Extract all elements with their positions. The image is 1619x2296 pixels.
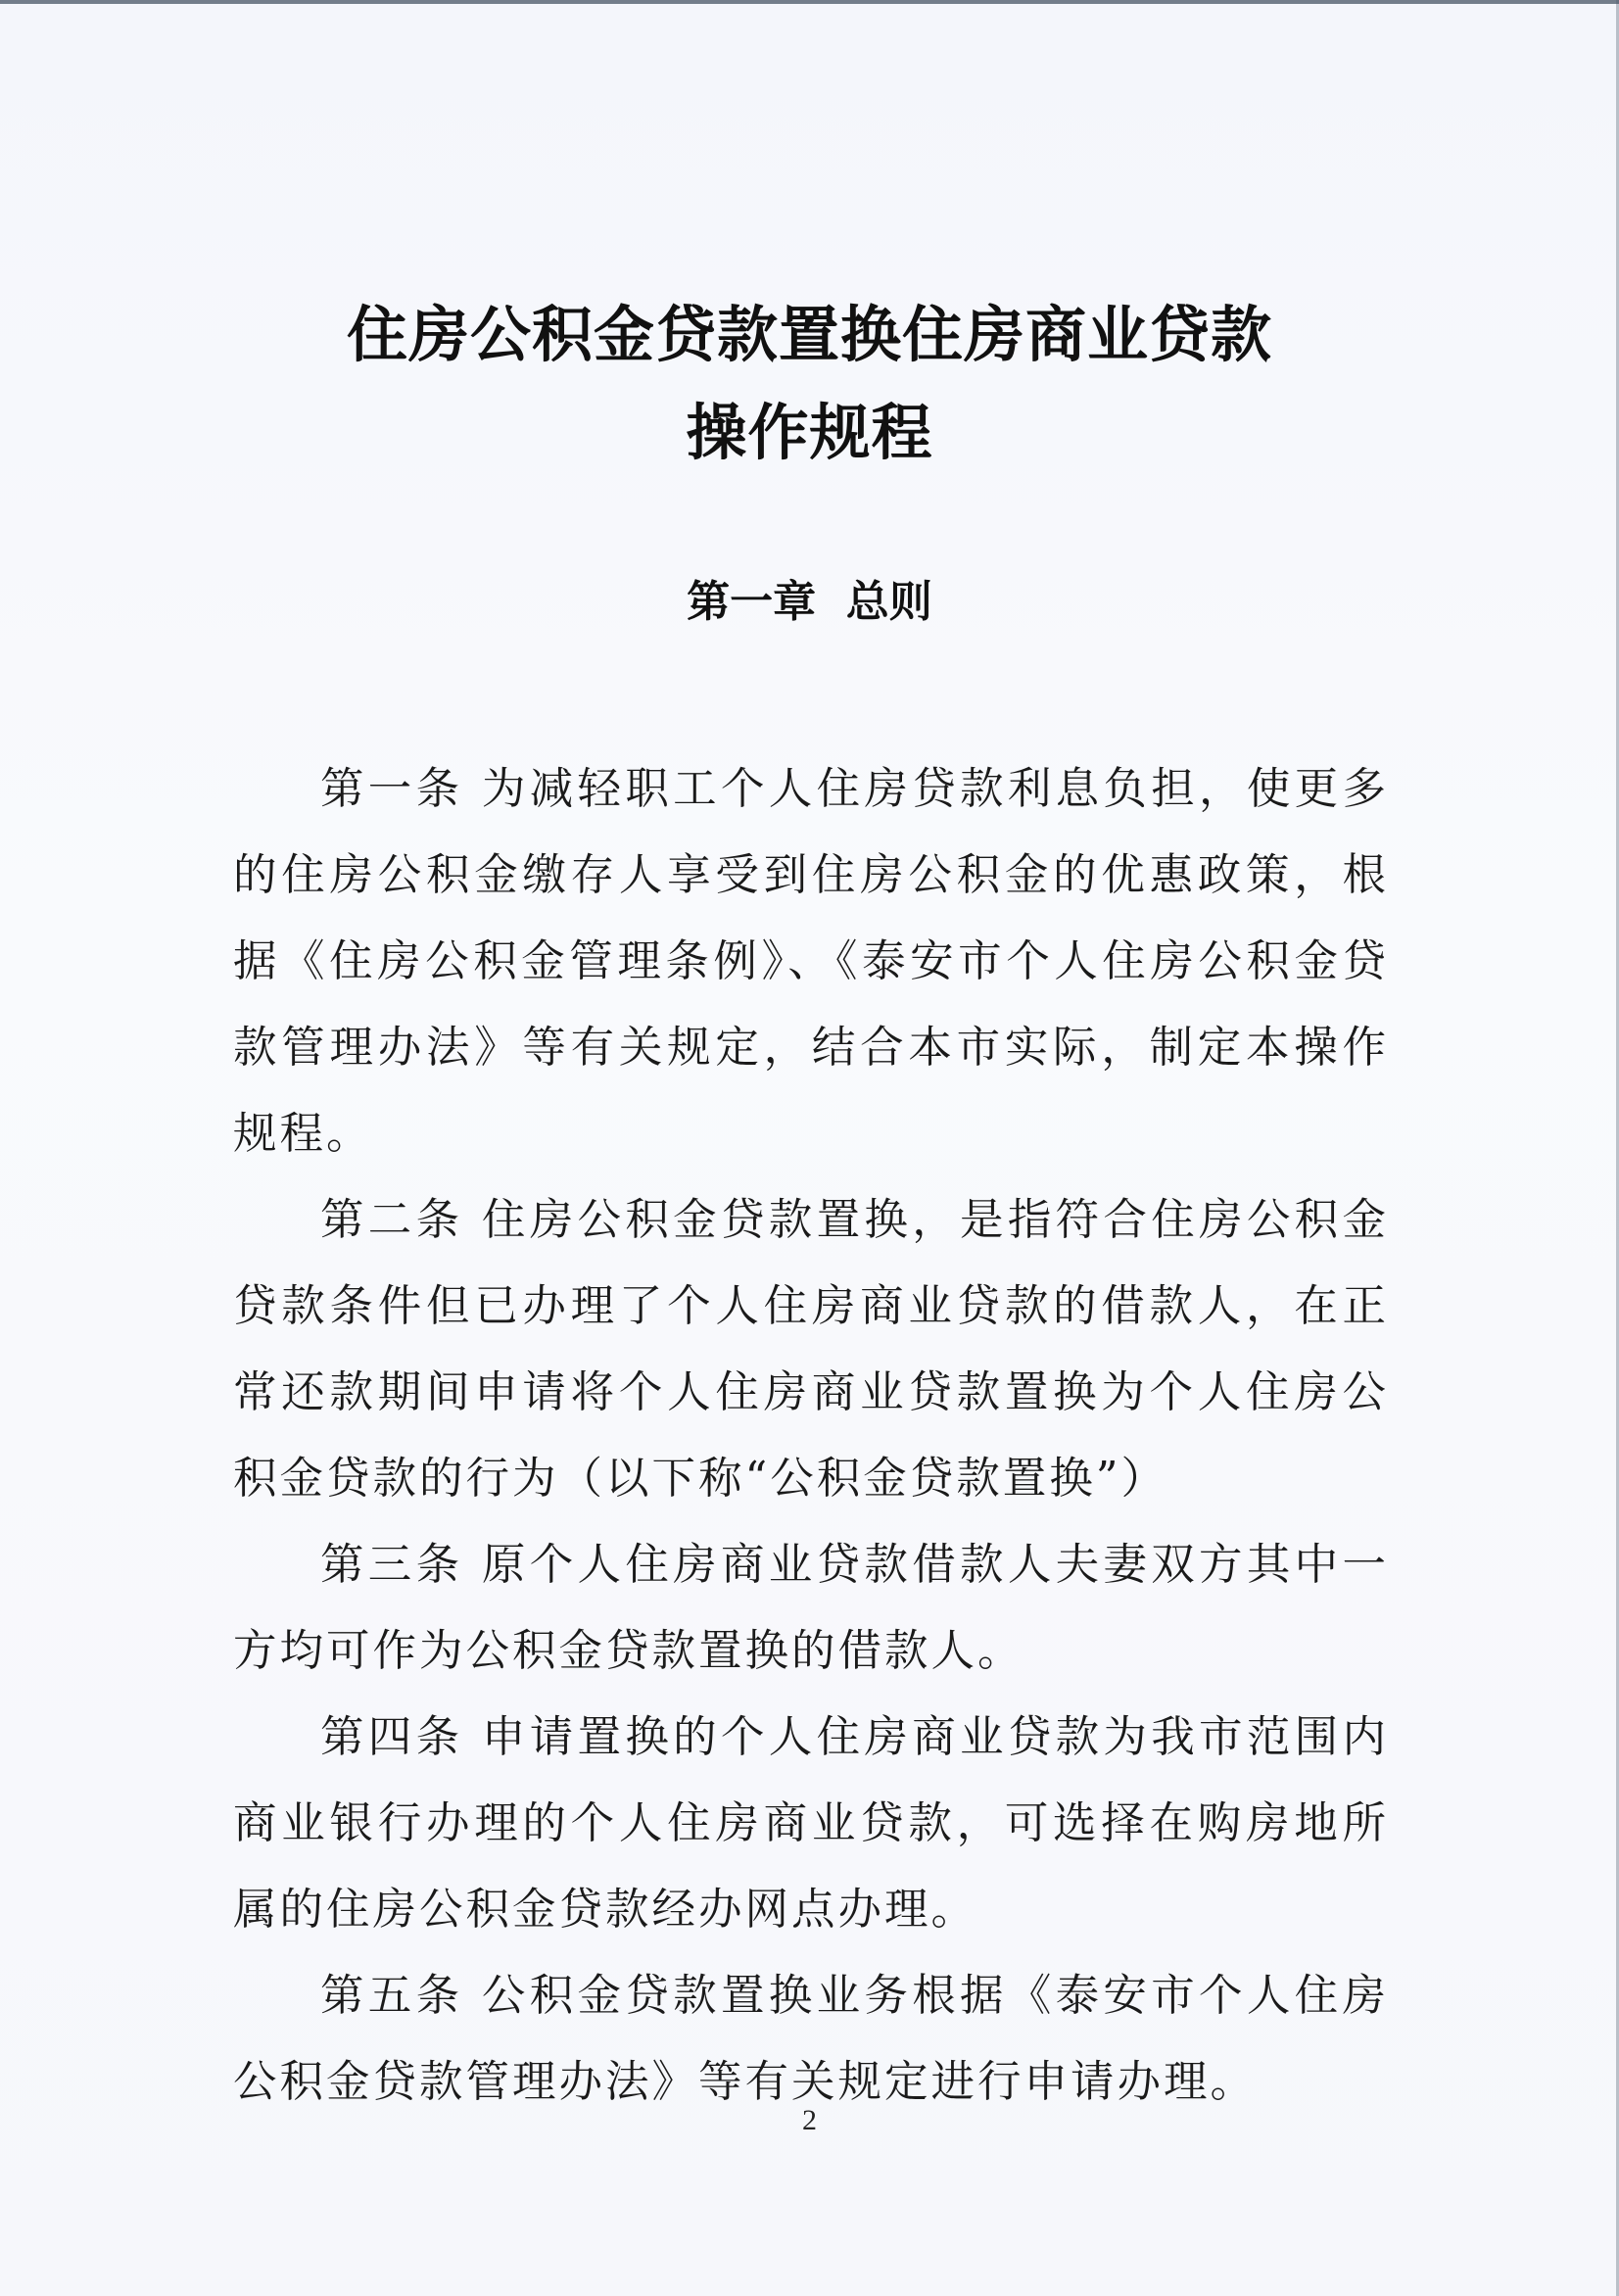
- scan-edge-top: [0, 0, 1619, 4]
- article-3: 第三条 原个人住房商业贷款借款人夫妻双方其中一方均可作为公积金贷款置换的借款人。: [233, 1540, 1389, 1676]
- article-5: 第五条 公积金贷款置换业务根据《泰安市个人住房公积金贷款管理办法》等有关规定进行申请办理。: [233, 1971, 1389, 2107]
- document-body: [233, 746, 1389, 2126]
- article-4: 第四条 申请置换的个人住房商业贷款为我市范围内商业银行办理的个人住房商业贷款，可选择在购房地所属的住房公积金贷款经办网点办理。: [233, 1712, 1389, 1935]
- page-number: 2: [802, 2104, 817, 2136]
- document-title-line-1: 住房公积金贷款置换住房商业贷款: [346, 299, 1272, 370]
- chapter-heading: 第一章 总则: [687, 577, 932, 627]
- article-1: 第一条 为减轻职工个人住房贷款利息负担，使更多的住房公积金缴存人享受到住房公积金的优惠政策，根据《住房公积金管理条例》、《泰安市个人住房公积金贷款管理办法》等有关规定，结合本市实际，制定本操作规程。: [233, 764, 1389, 1159]
- document-title-line-2: 操作规程: [686, 397, 933, 468]
- article-2: 第二条 住房公积金贷款置换，是指符合住房公积金贷款条件但已办理了个人住房商业贷款的借款人，在正常还款期间申请将个人住房商业贷款置换为个人住房公积金贷款的行为（以下称“公积金贷款置换”）: [233, 1195, 1389, 1504]
